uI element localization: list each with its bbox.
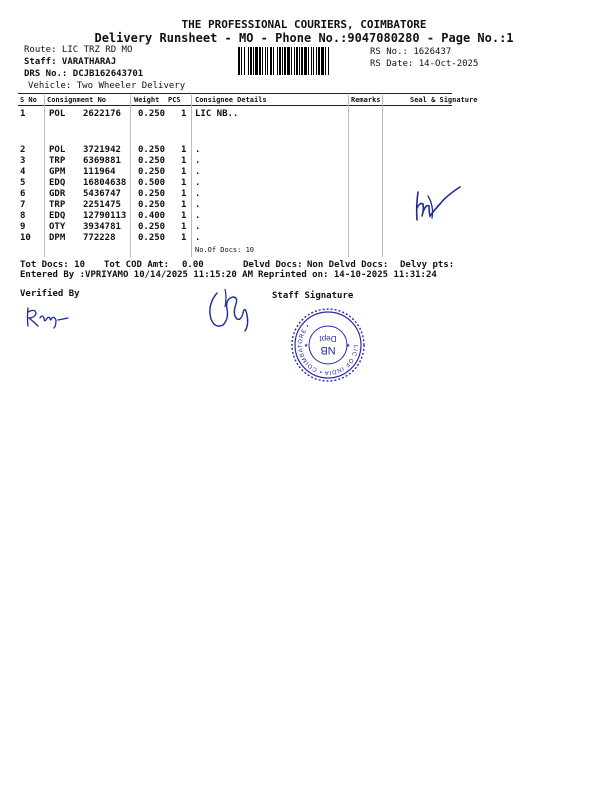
column-divider	[44, 95, 45, 257]
reprinted-on: Reprinted on: 14-10-2025 11:31:24	[258, 270, 437, 280]
barcode	[238, 47, 366, 75]
rs-date: RS Date: 14-Oct-2025	[370, 59, 479, 69]
table-header-rule	[18, 105, 452, 106]
row-consignment-prefix: DPM	[49, 233, 66, 243]
row-consignment-number: 6369881	[83, 156, 121, 166]
row-consignment-prefix: POL	[49, 145, 66, 155]
column-divider	[348, 95, 349, 257]
col-header-weight: Weight	[134, 96, 160, 104]
row-consignment-prefix: EDQ	[49, 178, 66, 188]
row-sno: 6	[20, 189, 26, 199]
row-consignee: .	[195, 211, 201, 221]
row-consignment-prefix: TRP	[49, 200, 66, 210]
row-sno: 10	[20, 233, 31, 243]
stamp-star-icon: ★	[346, 341, 351, 349]
office-stamp	[290, 307, 366, 383]
row-weight: 0.250	[138, 233, 166, 243]
table-top-rule	[18, 93, 452, 94]
tot-cod-value: 0.00	[182, 260, 204, 270]
row-consignment-prefix: GPM	[49, 167, 66, 177]
row-consignee: .	[195, 145, 201, 155]
entered-by: Entered By :VPRIYAMO 10/14/2025 11:15:20 AM	[20, 270, 253, 280]
row-pcs: 1	[181, 189, 187, 199]
row-consignee: .	[195, 233, 201, 243]
col-header-remarks: Remarks	[351, 96, 381, 104]
row-consignee: .	[195, 167, 201, 177]
company-title: THE PROFESSIONAL COURIERS, COIMBATORE	[181, 18, 427, 31]
row-pcs: 1	[181, 145, 187, 155]
row-consignment-prefix: POL	[49, 109, 66, 119]
row-pcs: 1	[181, 222, 187, 232]
row-consignment-prefix: OTY	[49, 222, 66, 232]
row-weight: 0.250	[138, 167, 166, 177]
row-sno: 3	[20, 156, 26, 166]
row-consignment-prefix: EDQ	[49, 211, 66, 221]
row-weight: 0.400	[138, 211, 166, 221]
tot-docs: Tot Docs: 10	[20, 260, 86, 270]
non-delvd-docs: Non Delvd Docs:	[307, 260, 389, 270]
row-weight: 0.250	[138, 189, 166, 199]
row-sno: 9	[20, 222, 26, 232]
col-header-consignee: Consignee Details	[195, 96, 267, 104]
row-consignee: LIC NB..	[195, 109, 239, 119]
drs-number	[24, 69, 143, 79]
row-consignment-number: 3721942	[83, 145, 121, 155]
row-sno: 8	[20, 211, 26, 221]
recipient-signature	[410, 182, 466, 224]
staff-text: Staff: VARATHARAJ	[24, 57, 117, 67]
drs-value: DCJB162643701	[72, 69, 144, 79]
stamp-center-top: NB	[320, 344, 336, 356]
tot-cod-label: Tot COD Amt:	[104, 260, 170, 270]
staff-signature-label: Staff Signature	[272, 291, 354, 301]
col-header-consignment: Consignment No	[47, 96, 107, 104]
vehicle-text: Vehicle: Two Wheeler Delivery	[28, 81, 186, 91]
row-weight: 0.250	[138, 222, 166, 232]
row-consignee: .	[195, 178, 201, 188]
col-header-pcs: PCS	[168, 96, 181, 104]
delvy-pts: Delvy pts:	[400, 260, 455, 270]
verifier-signature	[24, 304, 80, 330]
column-divider	[382, 95, 383, 257]
row-consignment-prefix: GDR	[49, 189, 66, 199]
row-consignment-prefix: TRP	[49, 156, 66, 166]
runsheet-title: Delivery Runsheet - MO - Phone No.:9047080280 - Page No.:1	[94, 31, 514, 45]
delvd-docs: Delvd Docs:	[243, 260, 303, 270]
row-pcs: 1	[181, 167, 187, 177]
route-text: Route: LIC TRZ RD MO	[24, 45, 133, 55]
stamp-ring-text: LIC OF INDIA • COIMBATORE •	[297, 323, 359, 376]
col-header-seal: Seal & Signature	[410, 96, 478, 104]
column-divider	[191, 95, 192, 257]
row-consignment-number: 5436747	[83, 189, 121, 199]
no-of-docs: No.Of Docs: 10	[195, 246, 255, 254]
row-consignment-number: 772228	[83, 233, 116, 243]
row-pcs: 1	[181, 233, 187, 243]
row-consignee: .	[195, 156, 201, 166]
verified-by-label: Verified By	[20, 289, 80, 299]
row-weight: 0.250	[138, 200, 166, 210]
row-consignment-number: 3934781	[83, 222, 121, 232]
row-consignee: .	[195, 189, 201, 199]
rs-number: RS No.: 1626437	[370, 47, 452, 57]
row-sno: 1	[20, 109, 26, 119]
row-pcs: 1	[181, 156, 187, 166]
drs-label: DRS No.:	[24, 69, 68, 79]
row-sno: 4	[20, 167, 26, 177]
row-sno: 2	[20, 145, 26, 155]
col-header-sno: S No	[20, 96, 37, 104]
row-pcs: 1	[181, 200, 187, 210]
row-consignment-number: 111964	[83, 167, 116, 177]
row-sno: 7	[20, 200, 26, 210]
row-weight: 0.500	[138, 178, 166, 188]
row-weight: 0.250	[138, 145, 166, 155]
row-pcs: 1	[181, 109, 187, 119]
row-consignment-number: 2251475	[83, 200, 121, 210]
row-weight: 0.250	[138, 156, 166, 166]
stamp-center-bottom: Dept	[319, 334, 337, 343]
row-consignee: .	[195, 200, 201, 210]
row-consignment-number: 2622176	[83, 109, 121, 119]
row-pcs: 1	[181, 211, 187, 221]
row-consignment-number: 12790113	[83, 211, 127, 221]
row-consignee: .	[195, 222, 201, 232]
row-sno: 5	[20, 178, 26, 188]
column-divider	[130, 95, 131, 257]
row-pcs: 1	[181, 178, 187, 188]
row-weight: 0.250	[138, 109, 166, 119]
staff-signature	[205, 285, 257, 333]
row-consignment-number: 16804638	[83, 178, 127, 188]
stamp-star-icon: ★	[304, 341, 309, 349]
